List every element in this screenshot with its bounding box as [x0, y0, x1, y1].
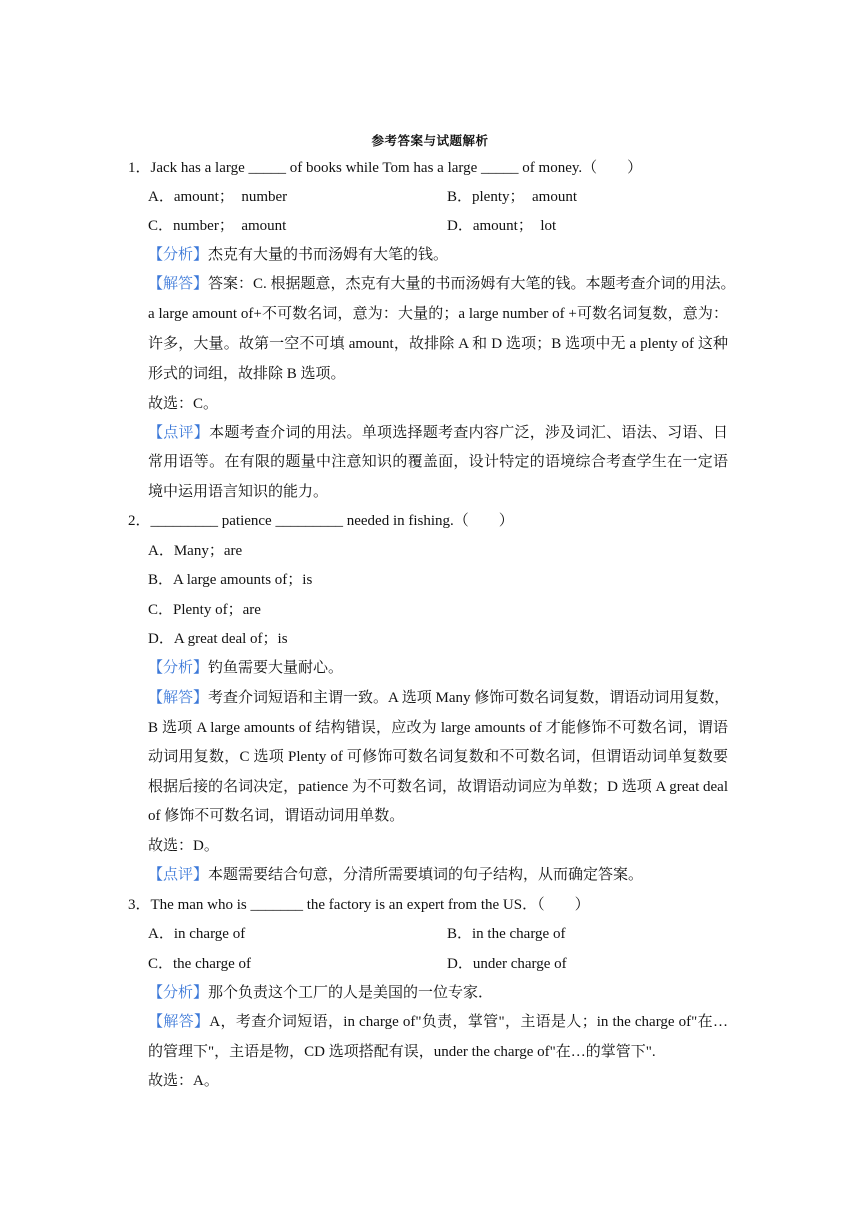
analysis-text: 杰克有大量的书而汤姆有大笔的钱。	[208, 247, 449, 263]
analysis-text: 那个负责这个工厂的人是美国的一位专家．	[208, 985, 494, 1001]
q2-answer-line-4: 根据后接的名词决定，patience 为不可数名词，故谓语动词应为单数；D 选项 A great deal	[148, 779, 728, 795]
q1-answer-line-4: 形式的词组，故排除 B 选项。	[148, 366, 346, 382]
answer-tag: 【解答】	[148, 690, 209, 706]
analysis-tag: 【分析】	[148, 985, 209, 1001]
q3-option-d: D．under charge of	[447, 956, 567, 972]
q3-choice: 故选：A。	[148, 1073, 219, 1089]
q2-answer-line-5: of 修饰不可数名词，谓语动词用单数。	[148, 808, 405, 824]
question-3-stem: 3．The man who is _______ the factory is an expert from the US．（ ）	[128, 897, 590, 913]
q3-analysis	[148, 981, 493, 1002]
q2-choice: 故选：D。	[148, 838, 219, 854]
q1-option-a: A．amount； number	[148, 189, 288, 205]
question-1-stem: 1．Jack has a large _____ of books while Tom has a large _____ of money.（ ）	[128, 160, 643, 176]
answer-tag: 【解答】	[148, 1014, 210, 1030]
q1-choice: 故选：C。	[148, 396, 219, 412]
q1-option-c: C．number； amount	[148, 218, 287, 234]
q3-option-c: C．the charge of	[148, 956, 252, 972]
q3-option-b: B．in the charge of	[447, 926, 566, 942]
comment-text: 本题考查介词的用法。单项选择题考查内容广泛，涉及词汇、语法、习语、日	[209, 425, 728, 441]
comment-text: 本题需要结合句意，分清所需要填词的句子结构，从而确定答案。	[208, 867, 644, 883]
q1-answer-line-1	[148, 272, 736, 293]
comment-tag: 【点评】	[148, 425, 210, 441]
answer-text: 答案：C. 根据题意，杰克有大量的书而汤姆有大笔的钱。本题考查介词的用法。	[208, 276, 736, 292]
q1-comment-line-1	[148, 421, 728, 442]
q2-answer-line-1	[148, 686, 728, 707]
q2-option-b: B．A large amounts of；is	[148, 572, 313, 588]
q1-option-d: D．amount； lot	[447, 218, 557, 234]
q2-option-a: A．Many；are	[148, 543, 243, 559]
q1-answer-line-2: a large amount of+不可数名词，意为：大量的；a large number of +可数名词复数，意为：	[148, 306, 728, 322]
q2-option-d: D．A great deal of；is	[148, 631, 288, 647]
analysis-text: 钓鱼需要大量耐心。	[208, 660, 344, 676]
answer-text: A，考查介词短语，in charge of"负责，掌管"，主语是人；in the charge of"在…	[209, 1014, 728, 1030]
question-2-stem: 2．_________ patience _________ needed in fishing.（ ）	[128, 513, 514, 529]
q1-answer-line-3: 许多，大量。故第一空不可填 amount，故排除 A 和 D 选项；B 选项中无 a plenty of 这种	[148, 336, 728, 352]
answer-tag: 【解答】	[148, 276, 209, 292]
page-title: 参考答案与试题解析	[371, 133, 489, 148]
q1-analysis	[148, 243, 448, 264]
q3-option-a: A．in charge of	[148, 926, 246, 942]
analysis-tag: 【分析】	[148, 247, 209, 263]
answer-text: 考查介词短语和主谓一致。A 选项 Many 修饰可数名词复数，谓语动词用复数，	[208, 690, 730, 706]
q2-comment	[148, 863, 643, 884]
q2-answer-line-3: 动词用复数，C 选项 Plenty of 可修饰可数名词复数和不可数名词，但谓语动词单复数要	[148, 749, 728, 765]
q3-answer-line-1	[148, 1010, 728, 1031]
q1-comment-line-2: 常用语等。在有限的题量中注意知识的覆盖面，设计特定的语境综合考查学生在一定语	[148, 454, 728, 470]
analysis-tag: 【分析】	[148, 660, 209, 676]
q1-option-b: B．plenty； amount	[447, 189, 577, 205]
comment-tag: 【点评】	[148, 867, 209, 883]
q2-answer-line-2: B 选项 A large amounts of 结构错误，应改为 large amounts of 才能修饰不可数名词，谓语	[148, 720, 728, 736]
q2-analysis	[148, 656, 343, 677]
q3-answer-line-2: 的管理下"，主语是物，CD 选项搭配有误，under the charge of"在…的掌管下".	[148, 1044, 656, 1060]
q2-option-c: C．Plenty of；are	[148, 602, 261, 618]
q1-comment-line-3: 境中运用语言知识的能力。	[148, 484, 329, 500]
